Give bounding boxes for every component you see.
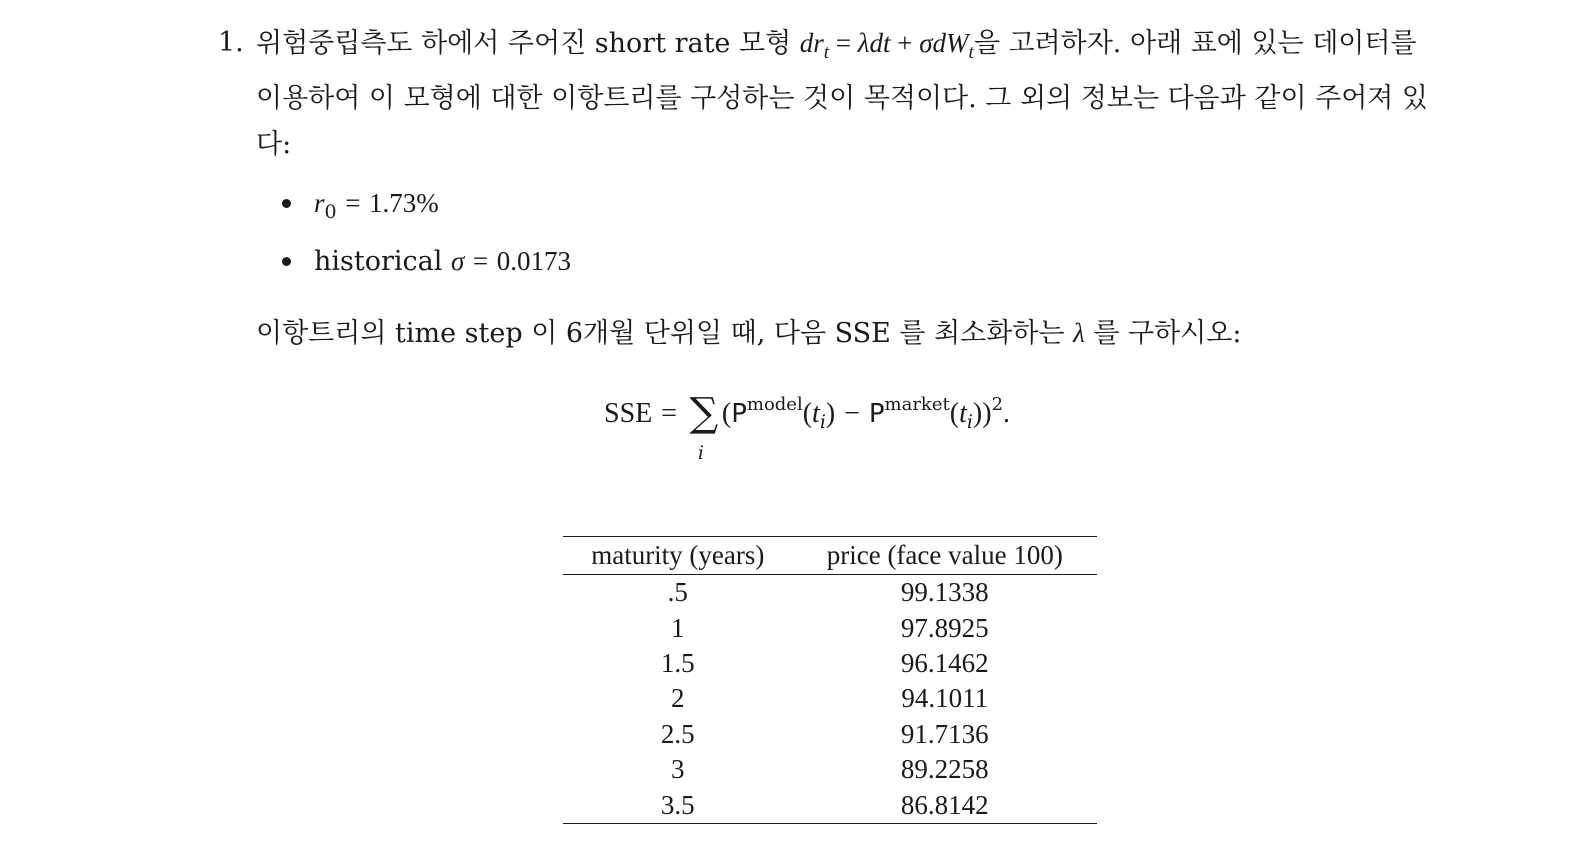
- price-cell: 96.1462: [900, 647, 989, 678]
- model-diffusion-sub: t: [968, 42, 974, 63]
- formula-period: .: [1003, 398, 1011, 429]
- price-cell: 86.8142: [793, 787, 1097, 823]
- sigma-label: historical: [314, 246, 443, 277]
- table-row: [563, 575, 1097, 611]
- price-cell: 91.7136: [900, 718, 989, 749]
- table-row: [563, 717, 1097, 752]
- maturity-cell: 1: [671, 612, 685, 643]
- model-drift: λdt: [857, 28, 891, 58]
- r0-var: r: [314, 188, 325, 218]
- problem-number: 1.: [218, 27, 244, 58]
- formula-open-paren: (: [721, 398, 732, 429]
- table-row: [563, 787, 1097, 823]
- arg-t-1: t: [812, 398, 820, 429]
- formula-square: 2: [991, 394, 1004, 415]
- maturity-cell: 3.5: [563, 787, 793, 823]
- sigma-eq: =: [472, 246, 489, 276]
- r0-sub: 0: [324, 201, 337, 223]
- formula-lhs: SSE: [604, 398, 653, 429]
- price-cell: 89.2258: [900, 754, 989, 785]
- arg-t-2: t: [959, 398, 967, 429]
- header-price: price (face value 100): [793, 537, 1097, 575]
- price-cell: 97.8925: [900, 612, 989, 643]
- sigma-var: σ: [450, 246, 465, 276]
- model-diffusion: σdW: [919, 28, 969, 58]
- p-market: P: [868, 399, 885, 429]
- formula-eq: =: [661, 398, 677, 429]
- price-cell: 94.1011: [901, 683, 989, 714]
- intro-text-2: 을 고려하자. 아래 표에 있는 데이터를 이용하여 이 모형에 대한 이항트리를 구성하는 것이 목적이다. 그 외의 정보는 다음과 같이 주어져 있다:: [256, 28, 1429, 160]
- problem-body: [256, 20, 1448, 168]
- question-lambda: λ: [1073, 318, 1085, 348]
- table-row: [563, 610, 1097, 645]
- maturity-cell: 3: [671, 754, 685, 785]
- problem-statement: [218, 20, 1448, 168]
- question-text: [256, 310, 1241, 357]
- question-text-1: 이항트리의 time step 이 6개월 단위일 때, 다음 SSE 를 최소화하는: [256, 318, 1065, 349]
- maturity-cell: 1.5: [660, 647, 695, 678]
- sum-symbol: ∑: [689, 390, 719, 436]
- model-eq: =: [835, 28, 852, 58]
- question-text-2: 를 구하시오:: [1093, 318, 1242, 349]
- model-plus: +: [897, 28, 913, 58]
- model-sup: model: [746, 394, 803, 415]
- arg-t-sub-1: i: [819, 411, 826, 433]
- formula-minus: −: [844, 398, 860, 429]
- p-model: P: [731, 399, 747, 429]
- r0-eq: =: [345, 188, 361, 218]
- header-maturity: maturity (years): [563, 537, 793, 575]
- table-header-row: [563, 537, 1097, 575]
- table-row: [563, 681, 1097, 716]
- market-sup: market: [884, 394, 950, 415]
- maturity-cell: .5: [667, 577, 688, 608]
- model-lhs: dr: [799, 28, 824, 58]
- sigma-value: 0.0173: [496, 246, 571, 276]
- bullet-icon: [282, 257, 291, 266]
- intro-text: 위험중립측도 하에서 주어진 short rate 모형: [256, 28, 792, 59]
- arg-close-2: ): [972, 398, 983, 429]
- model-equation: [799, 28, 974, 63]
- list-item: [278, 180, 571, 238]
- list-item: [278, 238, 571, 296]
- maturity-cell: 2.5: [660, 718, 695, 749]
- price-cell: 99.1338: [900, 577, 989, 608]
- table-row: [563, 752, 1097, 787]
- arg-t-sub-2: i: [966, 411, 973, 433]
- given-info-list: [278, 180, 571, 296]
- summation: [686, 390, 722, 464]
- r0-value: 1.73%: [369, 188, 439, 218]
- arg-open-1: (: [802, 398, 813, 429]
- formula-close-paren: ): [982, 398, 992, 429]
- maturity-cell: 2: [671, 683, 685, 714]
- arg-open-2: (: [949, 398, 960, 429]
- bond-price-table: [563, 536, 1097, 824]
- bullet-icon: [282, 199, 291, 208]
- sse-formula: [604, 382, 1011, 464]
- arg-close-1: ): [825, 398, 836, 429]
- table-row: [563, 646, 1097, 681]
- model-lhs-sub: t: [823, 42, 830, 63]
- sum-index: i: [697, 442, 704, 464]
